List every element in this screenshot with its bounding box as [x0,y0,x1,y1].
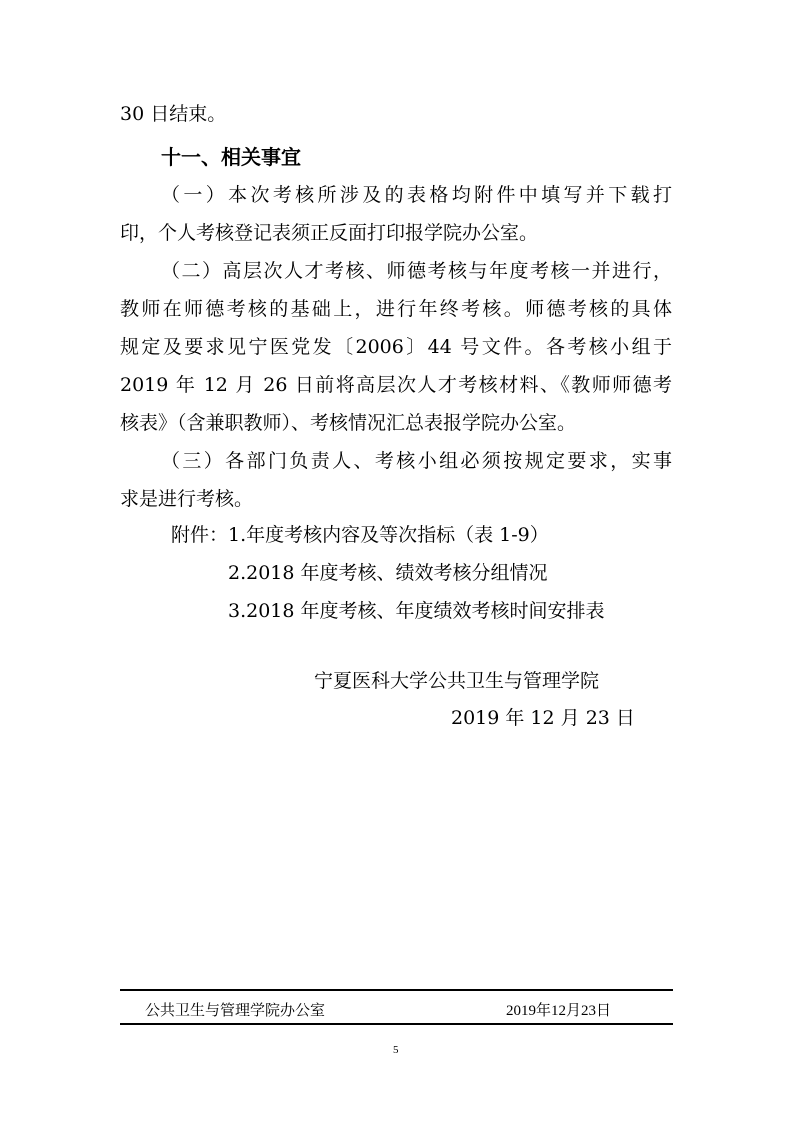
body-line: 30 日结束。 [120,103,227,125]
attachment-line: 附件：1.年度考核内容及等次指标（表 1-9） [171,524,549,546]
section-heading: 十一、相关事宜 [161,145,301,169]
body-line: 印，个人考核登记表须正反面打印报学院办公室。 [120,222,539,244]
footer-office: 公共卫生与管理学院办公室 [145,1003,326,1019]
body-line: 2019 年 12 月 26 日前将高层次人才考核材料、《教师师德考 [120,374,672,396]
attachment-line: 3.2018 年度考核、年度绩效考核时间安排表 [228,600,605,622]
body-line: （三）各部门负责人、考核小组必须按规定要求，实事 [161,450,672,472]
signature-org: 宁夏医科大学公共卫生与管理学院 [314,670,600,692]
signature-date: 2019 年 12 月 23 日 [451,707,635,729]
footer-bottom-rule [120,1023,673,1025]
footer-date: 2019年12月23日 [506,1003,612,1019]
body-line: （二）高层次人才考核、师德考核与年度考核一并进行， [161,260,672,282]
body-line: 规定及要求见宁医党发〔2006〕44 号文件。各考核小组于 [120,336,672,358]
footer-top-rule [120,989,673,991]
body-line: （一）本次考核所涉及的表格均附件中填写并下载打 [161,184,672,206]
page-number: 5 [393,1044,399,1056]
body-line: 核表》（含兼职教师）、考核情况汇总表报学院办公室。 [120,412,577,434]
body-line: 教师在师德考核的基础上，进行年终考核。师德考核的具体 [120,298,672,320]
body-line: 求是进行考核。 [120,488,254,510]
attachment-line: 2.2018 年度考核、绩效考核分组情况 [228,562,548,584]
